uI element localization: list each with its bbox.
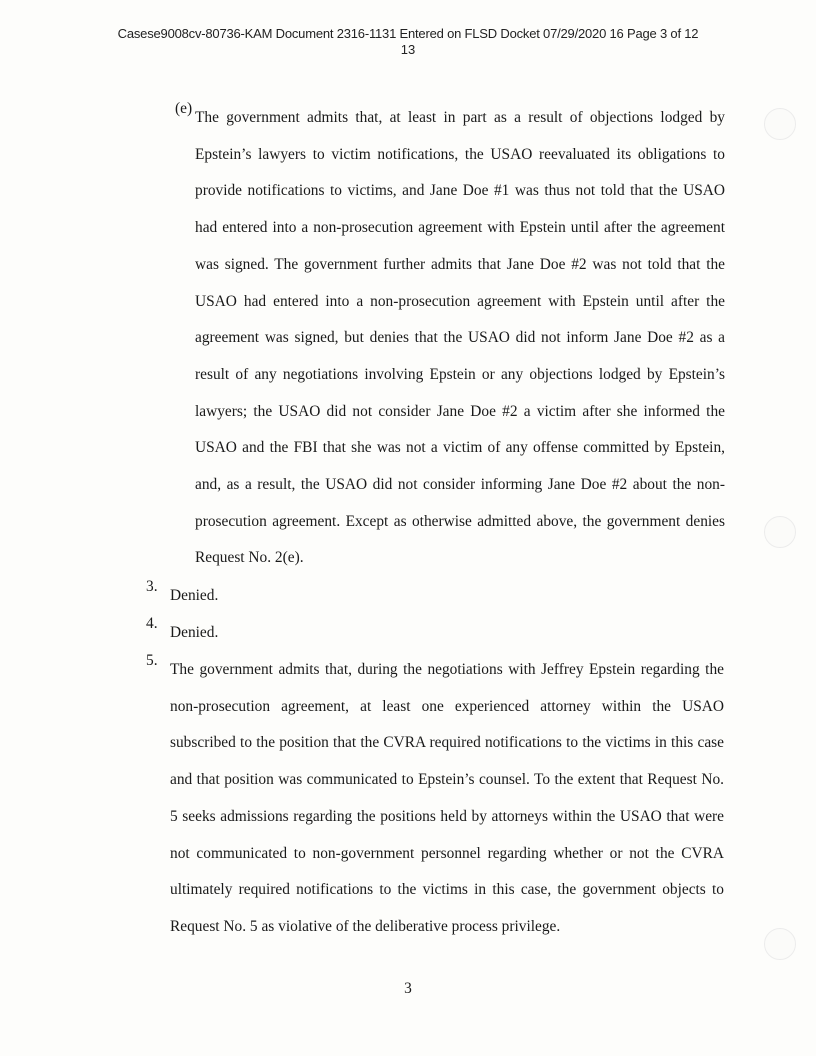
page-number: 3 (404, 980, 412, 997)
paragraph-text: The government admits that, at least in part as a result of objections lodged by Epstein’s lawyers to victim notifications, the USAO reevaluated its obligations to provide notifications to victims, and Jane Doe #1 was thus not told that the USAO had entered into a non-prosecution agreement with Epstein until after the agreement was signed. The government further admits that Jane Doe #2 was not told that the USAO had entered into a non-prosecution agreement with Epstein until after the agreement was signed, but denies that the USAO did not inform Jane Doe #2 as a result of any negotiations involving Epstein or any objections lodged by Epstein’s lawyers; the USAO did not consider Jane Doe #2 a victim after she informed the USAO and the FBI that she was not a victim of any offense committed by Epstein, and, as a result, the USAO did not consider informing Jane Doe #2 about the non-prosecution agreement. Except as otherwise admitted above, the government denies Request No. 2(e). (195, 109, 725, 567)
numbered-item-4 (146, 615, 724, 652)
item-text: The government admits that, during the negotiations with Jeffrey Epstein regarding the non-prosecution agreement, at least one experienced attorney within the USAO subscribed to the position that the CVRA required notifications to the victims in this case and that position was communicated to Epstein’s counsel. To the extent that Request No. 5 seeks admissions regarding the positions held by attorneys within the USAO that were not communicated to non-government personnel regarding whether or not the CVRA ultimately required notifications to the victims in this case, the government objects to Request No. 5 as violative of the deliberative process privilege. (170, 661, 724, 935)
case-header (0, 26, 816, 58)
paragraph-label: (e) (175, 100, 193, 117)
case-header-page-ref: 13 (400, 42, 416, 57)
paragraph-2e (175, 100, 725, 577)
numbered-item-5 (146, 652, 724, 946)
punch-hole-middle (764, 516, 796, 548)
item-number: 5. (146, 652, 158, 669)
case-header-caption: Casese9008cv-80736-KAM Document 2316-1131 Entered on FLSD Docket 07/29/2020 16 Page 3 of 12 (117, 26, 699, 41)
item-text: Denied. (170, 587, 219, 604)
punch-hole-top (764, 108, 796, 140)
item-number: 3. (146, 578, 158, 595)
numbered-item-3 (146, 578, 724, 615)
item-text: Denied. (170, 624, 219, 641)
item-number: 4. (146, 615, 158, 632)
punch-hole-bottom (764, 928, 796, 960)
